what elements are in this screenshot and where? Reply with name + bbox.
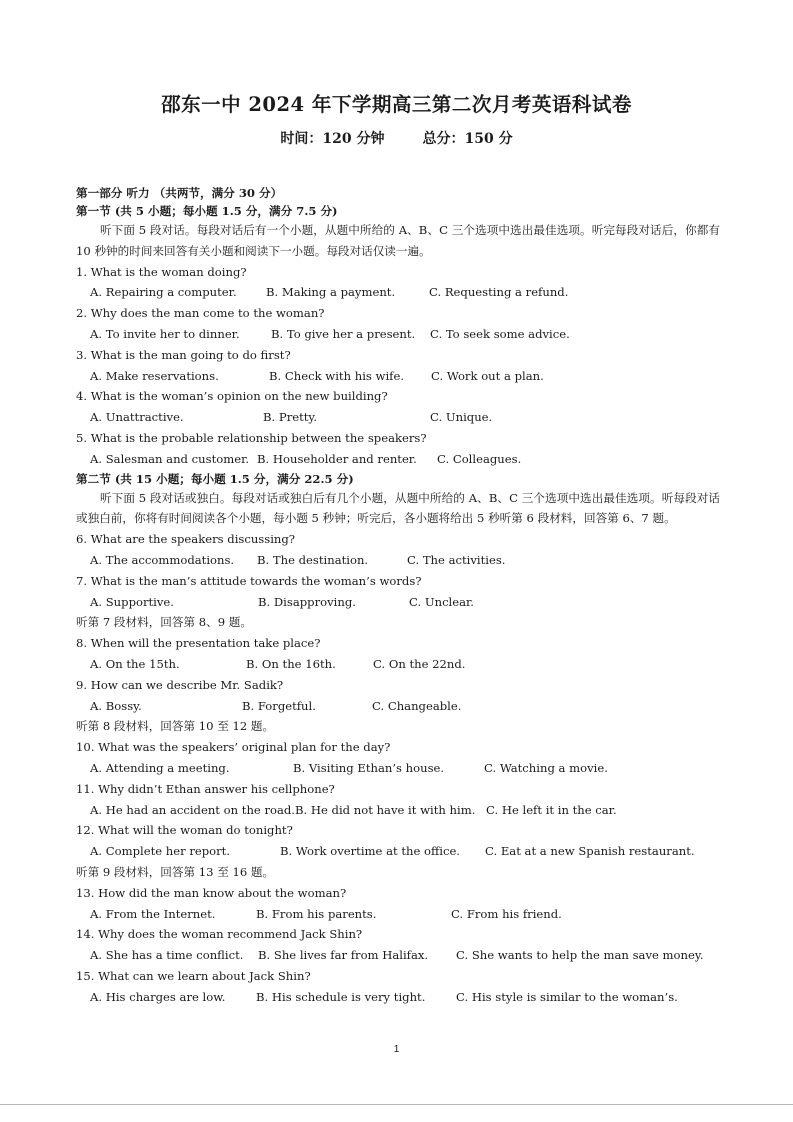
question-options [76,945,720,966]
exam-subtitle [0,128,793,148]
option-b: B. Forgetful. [242,698,316,713]
option-c: C. Watching a movie. [484,760,608,775]
question-stem: 3. What is the man going to do first? [76,347,291,362]
option-c: C. To seek some advice. [430,326,570,341]
option-b: B. On the 16th. [246,656,336,671]
section2-heading: 第二节 (共 15 小题；每小题 1.5 分，满分 22.5 分) [76,471,354,486]
option-b: B. Pretty. [263,410,318,425]
question-stem: 14. Why does the woman recommend Jack Shin? [76,927,363,942]
page-number: 1 [393,1044,400,1055]
option-b: B. Visiting Ethan’s house. [293,760,445,775]
option-a: A. To invite her to dinner. [90,326,240,341]
listening-note: 听第 7 段材料，回答第 8、9 题。 [76,615,252,630]
option-a: A. On the 15th. [90,656,180,671]
exam-total-score: 总分：150 分 [422,131,513,147]
question-options [76,366,720,387]
option-c: C. She wants to help the man save money. [456,948,704,963]
option-b: B. From his parents. [256,906,377,921]
option-b: B. Work overtime at the office. [280,844,460,859]
option-c: C. On the 22nd. [373,656,466,671]
option-c: C. The activities. [407,552,506,567]
question-options [76,654,720,675]
option-a: A. Attending a meeting. [90,760,230,775]
option-c: C. Changeable. [372,698,462,713]
question-stem: 2. Why does the man come to the woman? [76,306,325,321]
question-stem: 8. When will the presentation take place? [76,636,321,651]
option-b: B. She lives far from Halifax. [258,948,429,963]
question-options [76,407,720,428]
question-options [76,282,720,303]
option-b: B. To give her a present. [271,326,416,341]
question-options [76,758,720,779]
option-b: B. Disapproving. [258,594,356,609]
question-stem: 12. What will the woman do tonight? [76,823,293,838]
exam-content [76,184,720,1007]
question-stem: 4. What is the woman’s opinion on the new building? [76,389,388,404]
question-stem: 1. What is the woman doing? [76,264,247,279]
question-options [76,592,720,613]
option-c: C. Colleagues. [437,451,522,466]
listening-note: 听第 8 段材料，回答第 10 至 12 题。 [76,719,275,734]
option-a: A. The accommodations. [90,552,235,567]
page-bottom-divider [0,1104,793,1105]
option-b: B. Making a payment. [266,285,396,300]
question-stem: 5. What is the probable relationship between the speakers? [76,430,427,445]
option-b: B. His schedule is very tight. [256,989,426,1004]
option-a: A. Repairing a computer. [90,285,237,300]
question-stem: 9. How can we describe Mr. Sadik? [76,677,284,692]
option-c: C. Eat at a new Spanish restaurant. [485,844,695,859]
option-b: B. Check with his wife. [269,368,405,383]
option-c: C. Unique. [430,410,493,425]
option-a: A. Bossy. [90,698,142,713]
question-options [76,800,720,821]
option-a: A. Supportive. [90,594,174,609]
option-a: A. Unattractive. [90,410,184,425]
exam-title: 邵东一中 2024 年下学期高三第二次月考英语科试卷 [161,93,632,116]
question-stem: 6. What are the speakers discussing? [76,532,296,547]
listening-note: 听第 9 段材料，回答第 13 至 16 题。 [76,864,275,879]
option-a: A. Complete her report. [90,844,231,859]
question-stem: 15. What can we learn about Jack Shin? [76,968,311,983]
question-options [76,696,720,717]
question-stem: 13. How did the man know about the woman? [76,885,347,900]
option-c: C. Requesting a refund. [429,285,569,300]
question-stem: 11. Why didn’t Ethan answer his cellphone? [76,781,335,796]
section2-instructions: 听下面 5 段对话或独白。每段对话或独白后有几个小题，从题中所给的 A、B、C 三个选项中选出最佳选项。听每段对话或独白前，你将有时间阅读各个小题，每小题 5 秒钟；听完后，各小题将给出 5 秒听第 6 段材料，回答第 6、7 题。 [76,490,720,526]
option-c: C. He left it in the car. [486,802,617,817]
option-a: A. He had an accident on the road. [90,802,295,817]
question-options [76,987,720,1008]
option-a: A. She has a time conflict. [90,948,244,963]
option-b: B. The destination. [257,552,369,567]
section1-heading: 第一节 (共 5 小题；每小题 1.5 分，满分 7.5 分) [76,204,338,218]
part1-heading: 第一部分 听力 （共两节，满分 30 分） [76,186,283,200]
question-options [76,550,720,571]
option-a: A. Salesman and customer. [90,451,250,466]
option-a: A. Make reservations. [90,368,219,383]
option-a: A. His charges are low. [90,989,226,1004]
question-options [76,904,720,925]
exam-time: 时间：120 分钟 [280,131,385,147]
option-b: B. He did not have it with him. [295,802,476,817]
option-c: C. His style is similar to the woman’s. [456,989,678,1004]
question-stem: 7. What is the man’s attitude towards the woman’s words? [76,573,422,588]
option-c: C. From his friend. [451,906,562,921]
question-options [76,841,720,862]
question-options [76,324,720,345]
option-c: C. Unclear. [409,594,474,609]
question-stem: 10. What was the speakers’ original plan for the day? [76,740,391,755]
option-a: A. From the Internet. [90,906,216,921]
question-options [76,449,720,470]
option-b: B. Householder and renter. [257,451,417,466]
section1-instructions: 听下面 5 段对话。每段对话后有一个小题，从题中所给的 A、B、C 三个选项中选出最佳选项。听完每段对话后，你都有 10 秒钟的时间来回答有关小题和阅读下一小题。每段对话仅读一遍。 [76,223,720,258]
option-c: C. Work out a plan. [431,368,544,383]
